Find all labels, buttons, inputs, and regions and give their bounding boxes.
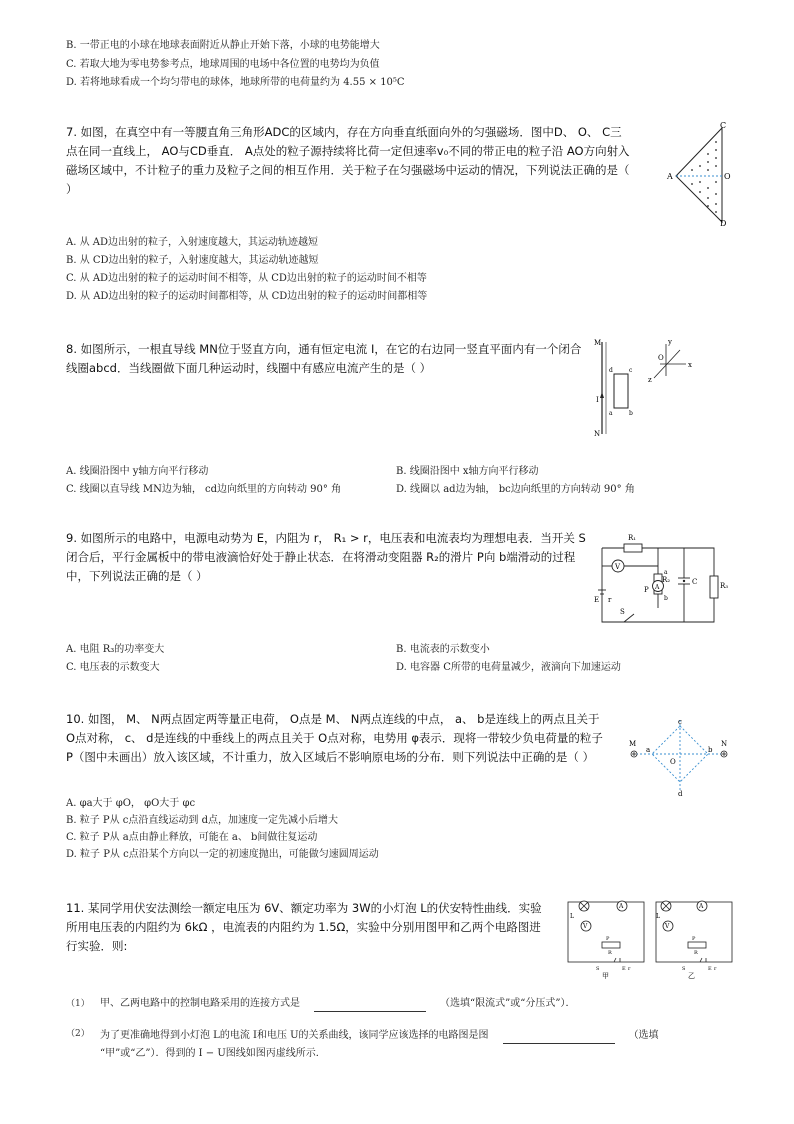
- q6-option-d: D. 若将地球看成一个均匀带电的球体，地球所带的电荷量约为 4.55 × 10⁵C: [66, 77, 405, 88]
- q11-label-jia: 甲: [602, 972, 609, 980]
- q11-sub1: [100, 996, 740, 1012]
- q7-label-d: D: [720, 219, 727, 228]
- q10-label-c: c: [678, 718, 682, 726]
- q8-label-m: M: [594, 339, 602, 347]
- q11-sub1-hint: （选填“限流式”或“分压式”）．: [440, 998, 576, 1009]
- q11-yi-label-l: L: [656, 913, 660, 920]
- q11-sub2-hint: （选填: [628, 1030, 659, 1041]
- q9-label-c: C: [692, 578, 698, 586]
- q9-option-d: D. 电容器 C所带的电荷量减少，液滴向下加速运动: [396, 662, 621, 673]
- q11-yi-label-rr: r: [714, 966, 717, 972]
- q9-stem: 9. 如图所示的电路中，电源电动势为 E，内阻为 r， R₁ > r，电压表和电流表均为理想电表．当开关 S闭合后，平行金属板中的带电液滴恰好处于静止状态．在将滑动变阻器 R₂的滑片 P向 b端滑动的过程中，下列说法正确的是（ ）: [66, 531, 586, 583]
- q7-stem: 7. 如图，在真空中有一等腰直角三角形ADC的区域内，存在方向垂直纸面向外的匀强磁场．图中D、 O、 C三点在同一直线上， AO与CD垂直． A点处的粒子源持续将比荷一定但速率v₀不同的带正电的粒子沿 AO方向射入磁场区域中，不计粒子的重力及粒子之间的相互作用．关于粒子在匀强磁场中运动的情况，下列说法正确的是（ ）: [66, 125, 630, 196]
- q7-label-a: A: [667, 172, 673, 181]
- q9-label-r2: R₂: [662, 576, 671, 584]
- q10-stem: 10. 如图， M、 N两点固定两等量正电荷， O点是 M、 N两点连线的中点， a、 b是连线上的两点且关于 O点对称， c、 d是连线的中垂线上的两点且关于 O点对称，电势用 φ表示．现将一带较少负电荷量的粒子 P（图中未画出）放入该区域，不计重力，放入区域后不影响原电场的分布．则下列说法中正确的是（ ）: [66, 712, 603, 764]
- q10-option-d: D. 粒子 P从 c点沿某个方向以一定的初速度抛出，可能做匀速圆周运动: [66, 849, 379, 860]
- q10-label-m: M: [629, 740, 637, 748]
- q9-label-b: b: [664, 595, 668, 602]
- q8-label-b: b: [629, 410, 633, 417]
- q8-option-b: B. 线圈沿图中 x轴方向平行移动: [396, 466, 539, 477]
- q8-option-a: A. 线圈沿图中 y轴方向平行移动: [66, 466, 209, 477]
- q9-label-p: P: [644, 586, 649, 594]
- q11-sub2-continued: “甲”或“乙”）．得到的 I − U图线如图丙虚线所示．: [100, 1048, 326, 1059]
- q11-yi-label-e: E: [708, 966, 712, 972]
- q11-yi-label-p: P: [692, 936, 696, 942]
- q6-option-c: C. 若取大地为零电势参考点，地球周围的电场中各位置的电势均为负值: [66, 59, 380, 70]
- q11-jia-label-l: L: [570, 913, 574, 920]
- q7-label-c: C: [720, 121, 727, 130]
- q8-label-z: z: [648, 376, 652, 384]
- q9-circuit-figure: [594, 526, 729, 630]
- q9-label-e: E: [594, 596, 600, 604]
- q11-jia-label-r: R: [608, 950, 612, 956]
- q11-jia-label-p: P: [606, 936, 610, 942]
- q11-jia-label-e: E: [622, 966, 626, 972]
- q7-label-o: O: [724, 172, 731, 181]
- q7-option-d: D. 从 AD边出射的粒子的运动时间都相等，从 CD边出射的粒子的运动时间都相等: [66, 291, 428, 302]
- q10-option-a: A. φa大于 φO， φO大于 φc: [66, 798, 196, 809]
- q8-label-i: I: [596, 396, 599, 404]
- q9-label-ameter: A: [655, 584, 660, 591]
- q11-jia-label-a: A: [619, 903, 624, 910]
- q9-label-v: V: [615, 563, 621, 571]
- q8-label-c: c: [629, 367, 633, 374]
- q9-label-a: a: [664, 569, 668, 576]
- q11-circuit-yi-figure: [650, 896, 740, 980]
- q8-label-d: d: [609, 367, 613, 374]
- q11-jia-label-rr: r: [628, 966, 631, 972]
- q10-label-o: O: [670, 758, 676, 766]
- q7-option-b: B. 从 CD边出射的粒子，入射速度越大，其运动轨迹越短: [66, 255, 319, 266]
- q10-option-b: B. 粒子 P从 c点沿直线运动到 d点，加速度一定先减小后增大: [66, 815, 338, 826]
- q11-sub1-number: （1）: [66, 999, 90, 1009]
- q7-triangle-figure: [664, 122, 744, 226]
- q8-label-a: a: [609, 410, 613, 417]
- q11-yi-label-s: S: [682, 966, 686, 972]
- q10-label-a: a: [646, 746, 651, 754]
- q8-label-y: y: [668, 338, 672, 346]
- q11-sub2-blank[interactable]: [503, 1032, 615, 1044]
- q10-charges-figure: [626, 716, 730, 796]
- q11-yi-label-a: A: [699, 903, 704, 910]
- q9-label-r3: R₃: [720, 582, 729, 590]
- q11-sub2-number: （2）: [66, 1029, 90, 1039]
- q6-option-b: B. 一带正电的小球在地球表面附近从静止开始下落，小球的电势能增大: [66, 40, 380, 51]
- q11-stem: 11. 某同学用伏安法测绘一额定电压为 6V、额定功率为 3W的小灯泡 L的伏安特性曲线．实验所用电压表的内阻约为 6kΩ ，电流表的内阻约为 1.5Ω，实验中分别用图甲和乙两个电路图进行实验．则:: [66, 901, 542, 953]
- q11-yi-label-r: R: [694, 950, 698, 956]
- q10-option-c: C. 粒子 P从 a点由静止释放，可能在 a、 b间做往复运动: [66, 832, 318, 843]
- q11-label-yi: 乙: [688, 972, 695, 980]
- q9-option-c: C. 电压表的示数变大: [66, 662, 160, 673]
- q9-option-b: B. 电流表的示数变小: [396, 644, 490, 655]
- q9-label-s: S: [620, 608, 625, 616]
- q8-option-c: C. 线圈以直导线 MN边为轴， cd边向纸里的方向转动 90° 角: [66, 484, 342, 495]
- q7-option-c: C. 从 AD边出射的粒子的运动时间不相等，从 CD边出射的粒子的运动时间不相等: [66, 273, 427, 284]
- q10-label-n: N: [721, 740, 728, 748]
- q7-option-a: A. 从 AD边出射的粒子，入射速度越大，其运动轨迹越短: [66, 237, 318, 248]
- q11-sub2: [100, 1028, 720, 1044]
- q11-sub1-blank[interactable]: [314, 1000, 426, 1012]
- q8-stem: 8. 如图所示，一根直导线 MN位于竖直方向，通有恒定电流 I，在它的右边同一竖直平面内有一个闭合线圈abcd．当线圈做下面几种运动时，线圈中有感应电流产生的是（ ）: [66, 342, 582, 375]
- q9-label-r: r: [608, 596, 612, 604]
- q11-circuit-jia-figure: [562, 896, 650, 980]
- q10-label-b: b: [708, 746, 713, 754]
- q11-yi-label-v: V: [665, 923, 670, 930]
- q8-label-n: N: [594, 430, 601, 438]
- q8-wire-coil-figure: [590, 336, 700, 440]
- q9-label-r1: R₁: [628, 534, 637, 542]
- q11-jia-label-v: V: [583, 923, 588, 930]
- q10-label-d: d: [678, 790, 683, 798]
- q11-sub1-text: 甲、乙两电路中的控制电路采用的连接方式是: [100, 998, 300, 1009]
- q11-sub2-text: 为了更准确地得到小灯泡 L的电流 I和电压 U的关系曲线，该同学应该选择的电路图是图: [100, 1030, 489, 1041]
- q8-option-d: D. 线圈以 ad边为轴， bc边向纸里的方向转动 90° 角: [396, 484, 635, 495]
- q9-option-a: A. 电阻 R₃的功率变大: [66, 644, 165, 655]
- q11-jia-label-s: S: [596, 966, 600, 972]
- q8-label-x: x: [688, 361, 692, 369]
- q8-label-o: O: [658, 354, 664, 362]
